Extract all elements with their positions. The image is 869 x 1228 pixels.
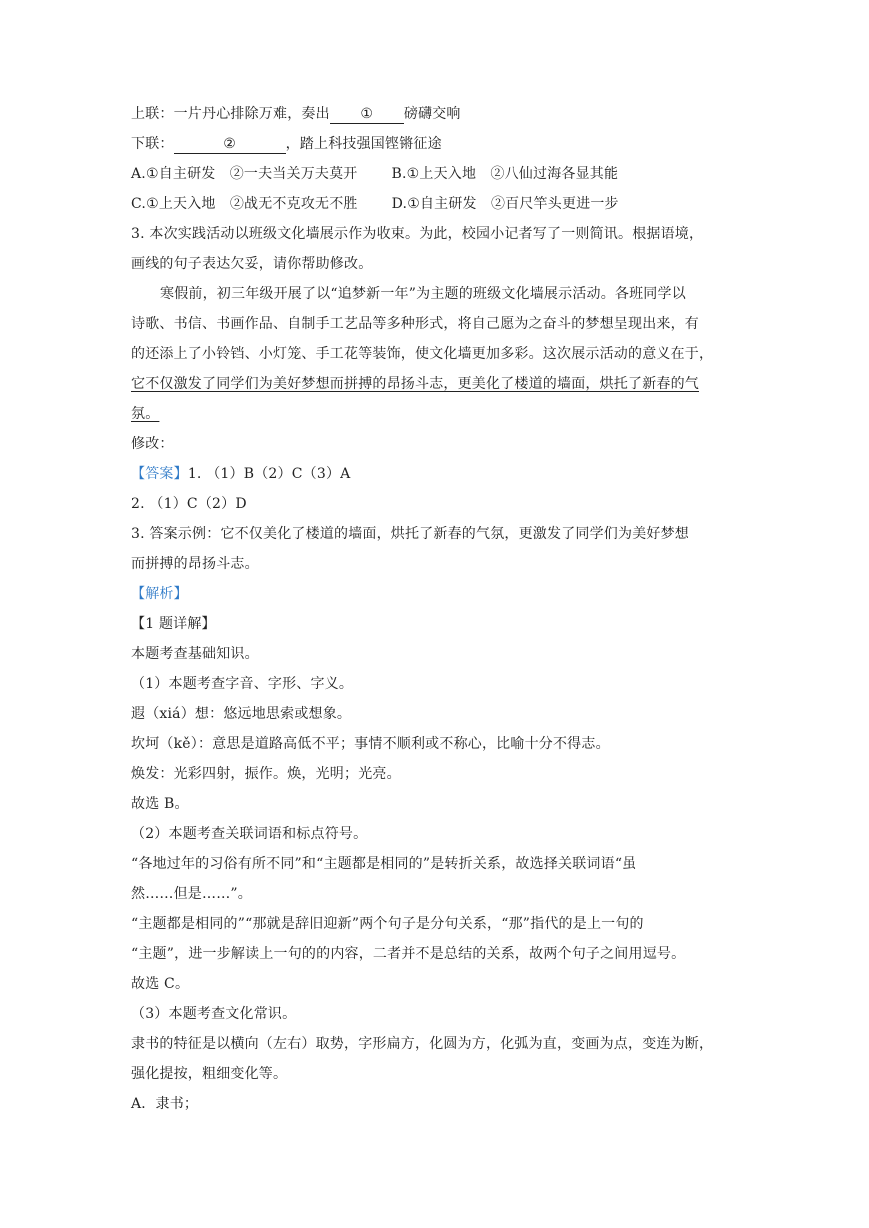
- answer-line-3: 3. 答案示例：它不仅美化了楼道的墙面，烘托了新春的气氛，更激发了同学们为美好梦想: [131, 526, 690, 542]
- question-3-prompt: 3. 本次实践活动以班级文化墙展示作为收束。为此，校园小记者写了一则简讯。根据语境，: [131, 226, 704, 242]
- analysis-line: 遐（xiá）想：悠远地思索或想象。: [131, 706, 352, 722]
- analysis-line: 本题考查基础知识。: [131, 646, 259, 662]
- option-c: C.①上天入地 ②战无不克攻无不胜: [131, 196, 358, 212]
- analysis-line: 强化提按，粗细变化等。: [131, 1066, 288, 1082]
- analysis-line: “各地过年的习俗有所不同”和“主题都是相同的”是转折关系，故选择关联词语“虽: [131, 856, 637, 872]
- analysis-line: A．隶书；: [131, 1096, 199, 1112]
- options-row-1: [131, 164, 618, 184]
- answer-tag: 【答案】: [131, 466, 188, 482]
- couplet-upper: 上联：一片丹心排除万难，奏出 ① 磅礴交响: [131, 106, 461, 122]
- passage-line: 寒假前，初三年级开展了以“追梦新一年”为主题的班级文化墙展示活动。各班同学以: [160, 286, 686, 302]
- blank-2: ②: [174, 135, 286, 154]
- analysis-line: 故选 C。: [131, 976, 190, 992]
- analysis-line: “主题都是相同的”“那就是辞旧迎新”两个句子是分句关系，“那”指代的是上一句的: [131, 916, 644, 932]
- underlined-sentence: 它不仅激发了同学们为美好梦想而拼搏的昂扬斗志，更美化了楼道的墙面，烘托了新春的气: [131, 376, 699, 392]
- passage-line: 的还添上了小铃铛、小灯笼、手工花等装饰，使文化墙更加多彩。这次展示活动的意义在于，: [131, 346, 714, 362]
- answer-line-1: 【答案】1. （1）B（2）C（3）A: [131, 466, 351, 482]
- analysis-tag: 【解析】: [131, 586, 188, 602]
- option-b: B.①上天入地 ②八仙过海各显其能: [391, 166, 619, 182]
- answer-line-2: 2. （1）C（2）D: [131, 496, 247, 512]
- question-3-prompt-cont: 画线的句子表达欠妥，请你帮助修改。: [131, 256, 373, 272]
- revise-label: 修改：: [131, 436, 174, 452]
- section-heading: 【1 题详解】: [131, 616, 216, 632]
- answer-line-3-cont: 而拼搏的昂扬斗志。: [131, 556, 259, 572]
- blank-1: ①: [330, 105, 404, 124]
- passage-line: 诗歌、书信、书画作品、自制手工艺品等多种形式，将自己愿为之奋斗的梦想呈现出来，有: [131, 316, 699, 332]
- analysis-line: 焕发：光彩四射，振作。焕，光明；光亮。: [131, 766, 401, 782]
- option-a: A.①自主研发 ②一夫当关万夫莫开: [131, 166, 358, 182]
- analysis-line: “主题”，进一步解读上一句的的内容，二者并不是总结的关系，故两个句子之间用逗号。: [131, 946, 686, 962]
- analysis-line: （3）本题考查文化常识。: [131, 1006, 297, 1022]
- underlined-sentence-end: 氛。: [131, 406, 160, 422]
- option-d: D.①自主研发 ②百尺竿头更进一步: [391, 196, 619, 212]
- analysis-line: 故选 B。: [131, 796, 189, 812]
- analysis-line: （1）本题考查字音、字形、字义。: [131, 676, 354, 692]
- analysis-line: 隶书的特征是以横向（左右）取势，字形扁方，化圆为方，化弧为直，变画为点，变连为断，: [131, 1036, 714, 1052]
- analysis-line: 坎坷（kě）：意思是道路高低不平；事情不顺利或不称心，比喻十分不得志。: [131, 736, 610, 752]
- couplet-lower: 下联： ② ，踏上科技强国铿锵征途: [131, 136, 442, 152]
- analysis-line: （2）本题考查关联词语和标点符号。: [131, 826, 368, 842]
- analysis-line: 然……但是……”。: [131, 886, 252, 902]
- options-row-2: [131, 194, 619, 214]
